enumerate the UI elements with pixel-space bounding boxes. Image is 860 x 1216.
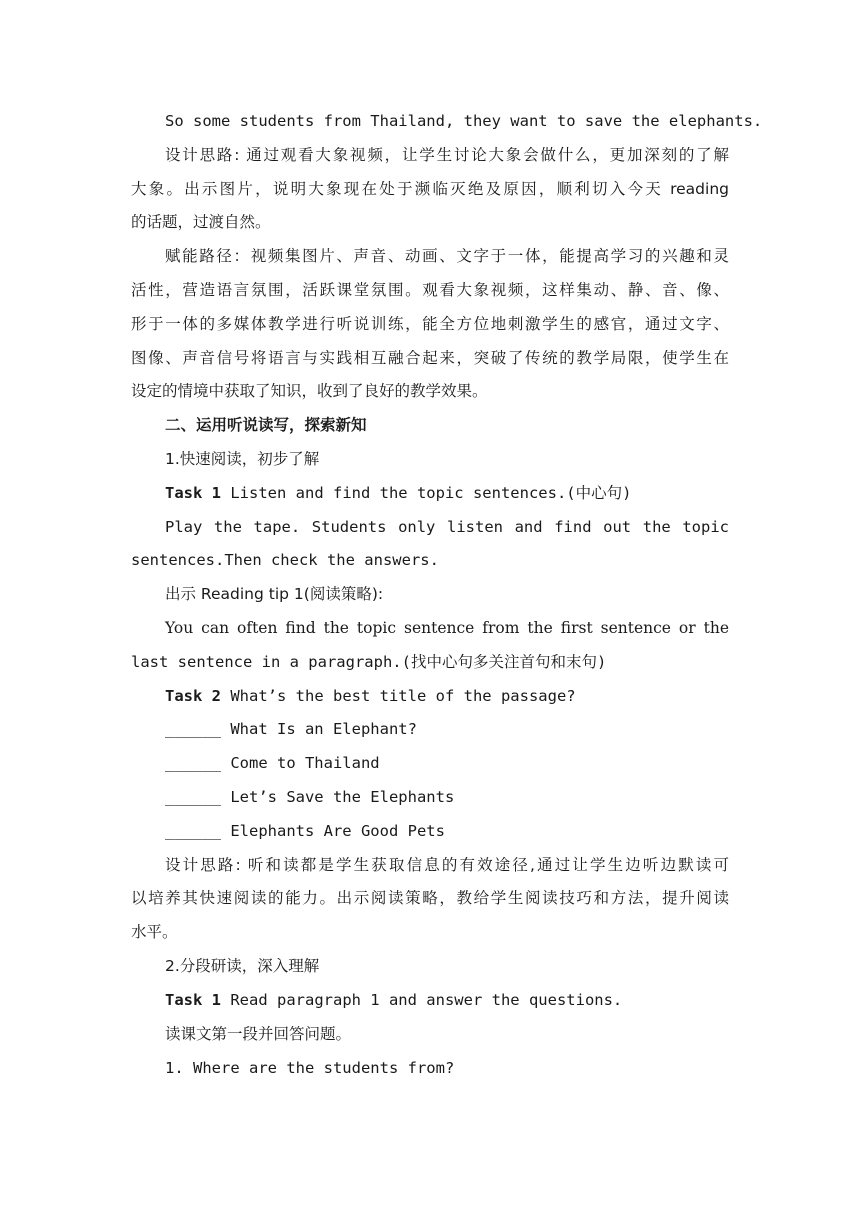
task-label: Task 2 — [165, 687, 221, 705]
play-tape-line-1: Play the tape. Students only listen and find out the topic — [165, 518, 729, 536]
title-option-4: ______ Elephants Are Good Pets — [165, 822, 445, 840]
empower-path-line-2: 活性，营造语言氛围，活跃课堂氛围。观看大象视频，这样集动、静、音、像、 — [131, 281, 729, 299]
title-option-3: ______ Let’s Save the Elephants — [165, 788, 455, 806]
task-label: Task 1 — [165, 484, 221, 502]
design-idea-2-line-2: 以培养其快速阅读的能力。出示阅读策略，教给学生阅读技巧和方法，提升阅读 — [131, 889, 729, 907]
play-tape-line-2: sentences.Then check the answers. — [131, 551, 439, 569]
task-text: Listen and find the topic sentences.(中心句) — [221, 484, 632, 502]
design-idea-2-line-1: 设计思路: 听和读都是学生获取信息的有效途径,通过让学生边听边默读可 — [165, 856, 729, 874]
reading-tip-intro: 出示 Reading tip 1(阅读策略): — [165, 585, 384, 603]
task-1-listen — [165, 482, 631, 504]
title-option-1: ______ What Is an Elephant? — [165, 720, 417, 738]
empower-path-line-4: 图像、声音信号将语言与实践相互融合起来，突破了传统的教学局限，使学生在 — [131, 349, 729, 367]
subsection-fast-reading: 1.快速阅读，初步了解 — [165, 450, 320, 468]
empower-path-line-3: 形于一体的多媒体教学进行听说训练，能全方位地刺激学生的感官，通过文字、 — [131, 315, 729, 333]
task-text: Read paragraph 1 and answer the questions. — [221, 991, 623, 1009]
title-option-2: ______ Come to Thailand — [165, 754, 380, 772]
empower-path-line-1: 赋能路径：视频集图片、声音、动画、文字于一体，能提高学习的兴趣和灵 — [165, 247, 729, 265]
empower-path-line-5: 设定的情境中获取了知识，收到了良好的教学效果。 — [131, 382, 488, 400]
paragraph-intro: So some students from Thailand, they want to save the elephants. — [165, 112, 763, 130]
task-label: Task 1 — [165, 991, 221, 1009]
design-idea-line-1: 设计思路: 通过观看大象视频，让学生讨论大象会做什么，更加深刻的了解 — [165, 146, 729, 164]
section-heading-2: 二、运用听说读写，探索新知 — [165, 416, 367, 434]
subsection-paragraph-reading: 2.分段研读，深入理解 — [165, 957, 320, 975]
reading-tip-line-2: last sentence in a paragraph.(找中心句多关注首句和末句) — [131, 653, 607, 671]
question-1: 1. Where are the students from? — [165, 1059, 455, 1077]
task-1-read-paragraph — [165, 989, 622, 1011]
design-idea-line-2: 大象。出示图片，说明大象现在处于濒临灭绝及原因，顺利切入今天 reading — [131, 180, 729, 198]
design-idea-2-line-3: 水平。 — [131, 923, 178, 941]
reading-tip-line-1: You can often find the topic sentence from the first sentence or the — [165, 619, 729, 637]
task-text: What’s the best title of the passage? — [221, 687, 576, 705]
instruction-text: 读课文第一段并回答问题。 — [165, 1025, 352, 1043]
task-2-title — [165, 685, 576, 707]
design-idea-line-3: 的话题，过渡自然。 — [131, 213, 271, 231]
